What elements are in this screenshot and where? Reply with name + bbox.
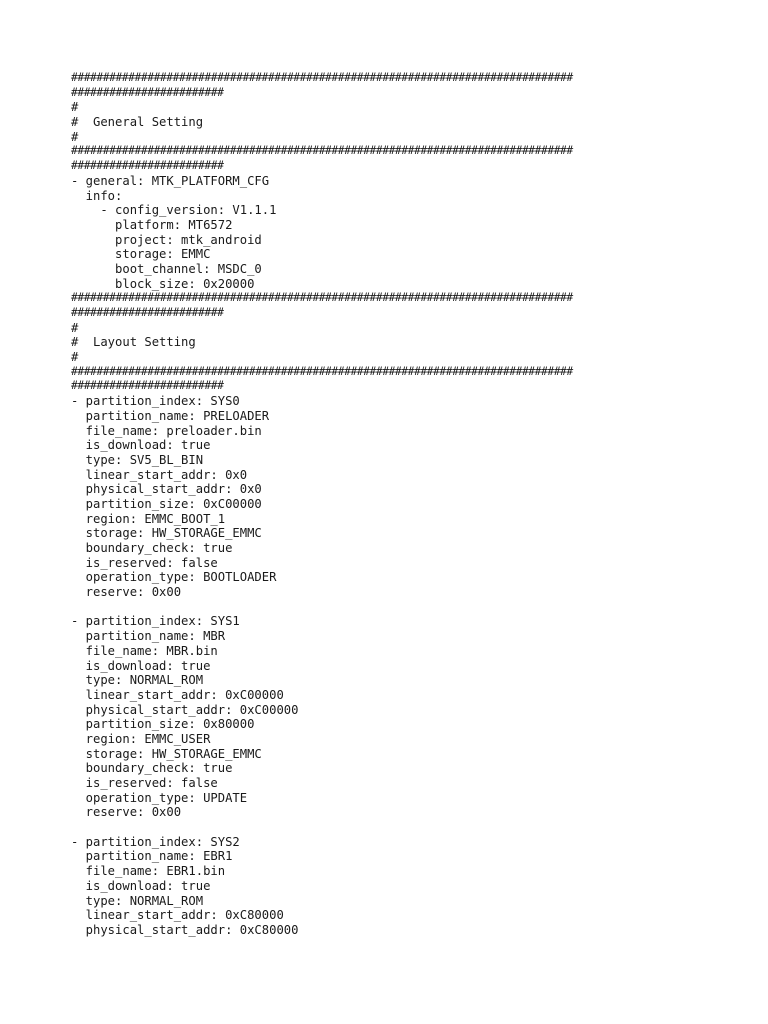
scatter-file-document bbox=[71, 71, 711, 938]
key-value-line: partition_size: 0xC00000 bbox=[71, 496, 262, 511]
entry-start-line: - partition_index: SYS2 bbox=[71, 834, 240, 849]
key-value-line: partition_name: MBR bbox=[71, 629, 226, 644]
key-value-line: linear_start_addr: 0xC80000 bbox=[71, 908, 284, 923]
key-value-line: platform: MT6572 bbox=[71, 217, 233, 232]
key-value-line: reserve: 0x00 bbox=[71, 805, 182, 820]
key-value-line: reserve: 0x00 bbox=[71, 585, 182, 600]
key-value-line: is_download: true bbox=[71, 438, 211, 453]
key-value-line: storage: EMMC bbox=[71, 247, 211, 262]
key-value-line: project: mtk_android bbox=[71, 232, 262, 247]
key-value-line: type: NORMAL_ROM bbox=[71, 673, 204, 688]
separator-line: ############################################################################### bbox=[71, 291, 573, 305]
key-value-line: boundary_check: true bbox=[71, 761, 233, 776]
key-value-line: boot_channel: MSDC_0 bbox=[71, 261, 262, 276]
comment-line: # bbox=[71, 350, 79, 365]
separator-line: ######################## bbox=[71, 85, 224, 99]
key-value-line: file_name: preloader.bin bbox=[71, 423, 262, 438]
key-value-line: file_name: MBR.bin bbox=[71, 643, 218, 658]
separator-line: ######################## bbox=[71, 159, 224, 173]
key-value-line: partition_size: 0x80000 bbox=[71, 717, 255, 732]
key-value-line: type: SV5_BL_BIN bbox=[71, 452, 204, 467]
key-value-line: is_download: true bbox=[71, 878, 211, 893]
key-value-line: physical_start_addr: 0xC00000 bbox=[71, 702, 299, 717]
entry-start-line: - partition_index: SYS0 bbox=[71, 394, 240, 409]
key-value-line: block_size: 0x20000 bbox=[71, 276, 255, 291]
key-value-line: region: EMMC_BOOT_1 bbox=[71, 511, 226, 526]
key-value-line: operation_type: UPDATE bbox=[71, 790, 248, 805]
key-value-line: boundary_check: true bbox=[71, 541, 233, 555]
key-value-line: is_download: true bbox=[71, 658, 211, 673]
key-value-line: is_reserved: false bbox=[71, 776, 218, 790]
entry-start-line: - partition_index: SYS1 bbox=[71, 614, 240, 629]
key-value-line: storage: HW_STORAGE_EMMC bbox=[71, 526, 262, 541]
key-value-line: info: bbox=[71, 188, 123, 203]
separator-line: ############################################################################### bbox=[71, 144, 573, 158]
separator-line: ######################## bbox=[71, 306, 224, 319]
key-value-line: linear_start_addr: 0x0 bbox=[71, 467, 248, 482]
separator-line: ############################################################################### bbox=[71, 364, 573, 378]
key-value-line: storage: HW_STORAGE_EMMC bbox=[71, 746, 262, 761]
separator-line: ######################## bbox=[71, 379, 224, 393]
key-value-line: physical_start_addr: 0x0 bbox=[71, 482, 262, 497]
entry-start-line: - general: MTK_PLATFORM_CFG bbox=[71, 173, 270, 188]
separator-line: ############################################################################### bbox=[71, 71, 573, 84]
entry-start-line: - config_version: V1.1.1 bbox=[71, 203, 277, 218]
key-value-line: region: EMMC_USER bbox=[71, 731, 211, 746]
blank-line bbox=[71, 600, 711, 615]
key-value-line: operation_type: BOOTLOADER bbox=[71, 570, 277, 585]
key-value-line: linear_start_addr: 0xC00000 bbox=[71, 687, 284, 702]
comment-line: # bbox=[71, 129, 79, 144]
key-value-line: file_name: EBR1.bin bbox=[71, 864, 226, 879]
comment-line: # bbox=[71, 320, 79, 335]
key-value-line: partition_name: EBR1 bbox=[71, 849, 233, 864]
key-value-line: type: NORMAL_ROM bbox=[71, 893, 204, 908]
blank-line bbox=[71, 820, 711, 835]
key-value-line: physical_start_addr: 0xC80000 bbox=[71, 922, 299, 937]
comment-line: # bbox=[71, 100, 79, 115]
section-heading: # Layout Setting bbox=[71, 335, 196, 350]
key-value-line: partition_name: PRELOADER bbox=[71, 408, 270, 423]
key-value-line: is_reserved: false bbox=[71, 555, 218, 570]
section-heading: # General Setting bbox=[71, 115, 204, 130]
